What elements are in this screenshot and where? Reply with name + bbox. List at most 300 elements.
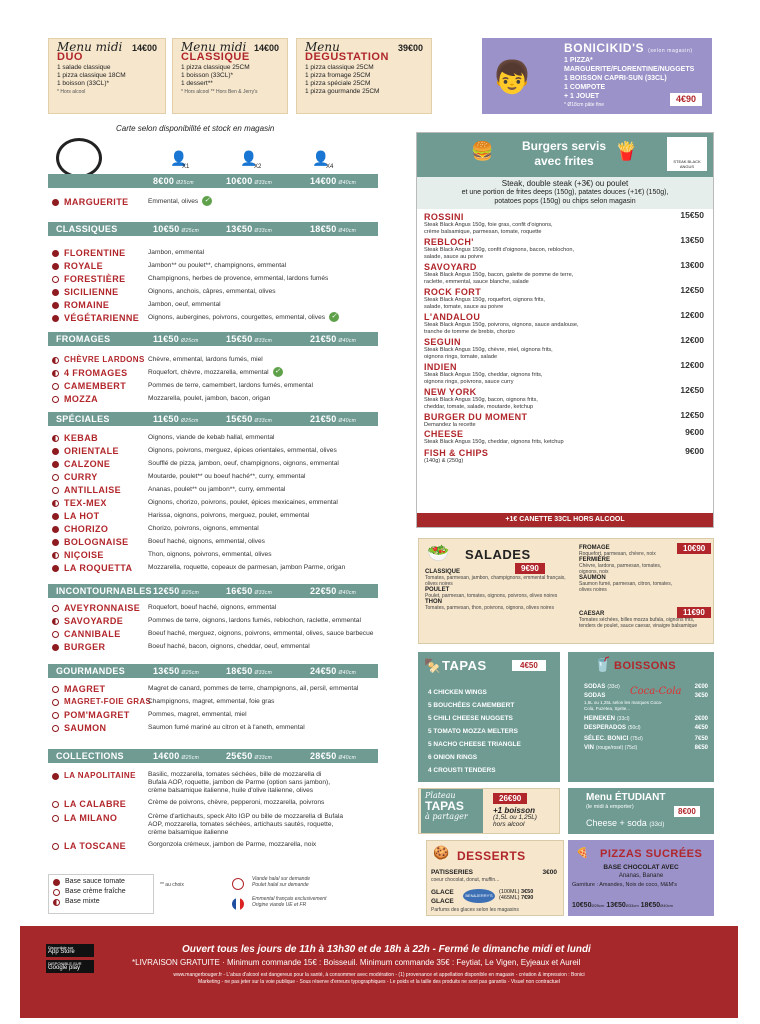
pizza-desc: Oignons, aubergines, poivrons, courgettes, emmental, olives <box>148 314 326 321</box>
formule-line: 1 salade classique <box>57 64 111 71</box>
base-dot <box>52 644 59 651</box>
base-dot <box>52 289 59 296</box>
sucrees-size: Ø40cm <box>660 903 674 908</box>
pizza-name: FORESTIÈRE <box>64 274 126 284</box>
pizza-row <box>52 367 382 379</box>
kids-line: 1 BOISSON CAPRI-SUN (33CL) <box>564 75 667 82</box>
plateau-extra: +1 boisson <box>493 806 536 815</box>
tapas-item: 5 TOMATO MOZZA MELTERS <box>428 728 518 735</box>
pizza-name: MAGRET <box>64 684 106 694</box>
formule-label: Menu midi <box>57 40 123 54</box>
base-dot <box>52 250 59 257</box>
burger-name: ROCK FORT <box>424 287 482 297</box>
sucrees-base2: Ananas, Banane <box>618 873 664 879</box>
size-label-x2: X2 <box>254 164 262 170</box>
boisson-item <box>584 745 708 753</box>
base-dot <box>52 843 59 850</box>
coca-cola-logo: Coca-Cola <box>630 686 682 697</box>
section-bar-incontournables <box>48 584 378 598</box>
burger-desc: salade, sauce au poivre <box>424 254 484 260</box>
burger-price: 9€00 <box>685 427 704 437</box>
boisson-name: SODAS <box>584 684 606 690</box>
salade-desc: Tomates, parmesan, thon, poivrons, oignons, olives noires <box>425 605 554 611</box>
burger-item <box>424 362 714 386</box>
burger-price: 12€50 <box>680 385 704 395</box>
burger-name: BURGER DU MOMENT <box>424 412 528 422</box>
burger-desc: Steak Black Angus 150g, foie gras, confit d'oignons, <box>424 222 553 228</box>
boisson-name: SÉLEC. BONICI <box>584 736 629 742</box>
etudiant-title: Menu ÉTUDIANT <box>586 792 666 803</box>
boisson-price: 7€50 <box>694 736 708 742</box>
pizza-name: LA TOSCANE <box>64 841 127 851</box>
pizza-desc: Magret de canard, pommes de terre, champignons, ail, persil, emmental <box>148 685 359 692</box>
pizza-row <box>52 523 382 535</box>
plateau-extra: (1,5L ou 1,25L) <box>493 814 537 821</box>
gplay-line2: Google play <box>48 965 81 971</box>
size: Ø33cm <box>254 670 273 676</box>
boisson-item <box>584 693 708 713</box>
formule-note: * Hors alcool ** Hors Ben & Jerry's <box>181 89 258 95</box>
size: Ø40cm <box>338 755 357 761</box>
pizza-row <box>52 722 382 734</box>
pizza-row <box>52 260 382 272</box>
base-dot <box>52 461 59 468</box>
salade-name: CLASSIQUE <box>425 569 461 575</box>
legend-fr2: Origine viande UE et FR <box>252 902 307 908</box>
burger-desc: Steak Black Angus 150g, roquefort, oignons frits, <box>424 297 545 303</box>
burger-desc: tranche de tomme de brebis, chorizo <box>424 329 515 335</box>
base-dot <box>52 725 59 732</box>
size: Ø40cm <box>338 670 357 676</box>
pizza-desc: Boeuf haché, oignons, emmental, olives <box>148 538 265 545</box>
legal-line: www.mangerbouger.fr - L'abus d'alcool est dangereux pour la santé, à consommer avec modération - (1) provenance et appellation disponible en magasin - création & impression : Bonici <box>173 972 585 978</box>
burger-name: L'ANDALOU <box>424 312 481 322</box>
glace-note: Parfums des glaces selon les magasins <box>431 907 519 913</box>
formule-line: 1 pizza classique 18CM <box>57 72 126 79</box>
kids-icon: 👦 <box>492 59 532 95</box>
base-dot <box>52 435 59 442</box>
pizza-row <box>52 683 382 695</box>
pizza-desc: Crème d'artichauts, speck Alto IGP ou bille de mozzarella di Bufala <box>148 813 344 820</box>
skewer-icon: 🍢 <box>424 658 441 673</box>
base-dot <box>52 565 59 572</box>
base-dot <box>52 276 59 283</box>
pizza-row <box>52 812 382 836</box>
boisson-item <box>584 716 708 724</box>
base-dot <box>52 474 59 481</box>
burger-price: 12€00 <box>680 360 704 370</box>
bonicikids-box <box>482 38 712 114</box>
pizza-row <box>52 770 382 794</box>
boisson-name: DESPERADOS <box>584 724 627 731</box>
tapas-item: 5 BOUCHÉES CAMEMBERT <box>428 702 515 709</box>
size: Ø25cm <box>181 228 200 234</box>
size: Ø25cm <box>176 180 194 186</box>
salade-name: FROMAGE <box>579 545 610 551</box>
base-dot <box>52 302 59 309</box>
livraison-info: *LIVRAISON GRATUITE · Minimum commande 15€ : Boisseuil. Minimum commande 35€ : Feytiat, Le Vigen, Eyjeaux et Aureil <box>132 958 581 967</box>
kids-note: * Ø18cm pâte fine <box>564 102 605 108</box>
burger-name: CHEESE <box>424 429 464 439</box>
pizza-row <box>52 445 382 457</box>
pizza-desc: Jambon** ou poulet**, champignons, emmental <box>148 262 287 269</box>
pizza-desc: Crème de poivrons, chèvre, pepperoni, mozzarella, poivrons <box>148 799 325 806</box>
price: 18€50 <box>226 666 253 676</box>
kids-line: + 1 JOUET <box>564 93 600 100</box>
pizza-row <box>52 354 382 366</box>
base-dot <box>52 526 59 533</box>
burger-item <box>424 337 714 361</box>
pizza-row <box>52 510 382 522</box>
pizza-name: 4 FROMAGES <box>64 368 128 378</box>
person-icon: 👤 <box>170 150 188 166</box>
legend-box <box>48 874 154 914</box>
pizza-desc: Roquefort, chèvre, mozzarella, emmental <box>148 369 269 376</box>
formule-line: 1 pizza spéciale 25CM <box>305 80 371 87</box>
pizza-name: SAVOYARDE <box>64 616 124 626</box>
size: Ø25cm <box>181 338 199 344</box>
glace-label: GLACE <box>431 889 454 896</box>
salades-price: 10€90 <box>677 543 711 554</box>
base-dot <box>52 199 59 206</box>
section-title: GOURMANDES <box>56 666 126 676</box>
pizza-row <box>52 562 382 574</box>
pizza-name: MARGUERITE <box>64 197 129 207</box>
pizza-desc: Gorgonzola crémeux, jambon de Parme, mozzarella, noix <box>148 841 317 848</box>
pizza-name: CHÈVRE LARDONS <box>64 355 145 364</box>
pizza-row <box>52 273 382 285</box>
pizza-desc: Oignons, anchois, câpres, emmental, olives <box>148 288 276 295</box>
section-title: INCONTOURNABLES <box>56 586 152 596</box>
burgers-intro: et une portion de frites deeps (150g), patates douces (+1€) (150g), <box>461 189 669 196</box>
pizza-row <box>52 840 382 852</box>
pizza-name: CANNIBALE <box>64 629 121 639</box>
salade-desc: Tomates, parmesan, jambon, champignons, emmental français, olives noires <box>425 575 566 587</box>
price: 8€00 <box>153 176 175 186</box>
sucrees-price: 18€50 <box>640 902 661 909</box>
price: 15€50 <box>226 414 253 424</box>
pizza-slice-icon: 🍕 <box>576 848 589 859</box>
pizza-row <box>52 497 382 509</box>
ben-jerrys-logo: BEN&JERRY'S <box>463 889 495 903</box>
pizza-desc: Emmental, olives <box>148 198 199 205</box>
pizza-name: LA HOT <box>64 511 100 521</box>
pizza-desc: Soufflé de pizza, jambon, oeuf, champignons, oignons, emmental <box>148 460 339 467</box>
salades-panel <box>418 538 714 644</box>
pizza-row <box>52 484 382 496</box>
pizza-name: LA CALABRE <box>64 799 127 809</box>
pizza-row <box>52 247 382 259</box>
pizza-desc: Oignons, viande de kebab hallal, emmental <box>148 434 275 441</box>
price: 10€00 <box>226 176 253 186</box>
burger-desc: crème balsamique, parmesan, tomate, roquette <box>424 229 542 235</box>
burger-name: NEW YORK <box>424 387 477 397</box>
pizza-name: POM'MAGRET <box>64 710 130 720</box>
fries-icon: 🍟 <box>615 141 638 161</box>
base-dot <box>52 357 59 364</box>
salade-desc: Tomates séchées, billes mozza bufala, oignons frits, tenders de poulet, sauce caesar, vinaigre balsamique <box>579 617 698 629</box>
price-bar <box>48 174 378 188</box>
availability-note: Carte selon disponibilité et stock en magasin <box>116 124 275 133</box>
appstore-line1: Disponible sur <box>48 945 74 950</box>
base-dot <box>52 815 59 822</box>
appstore-line2: App Store <box>48 949 75 955</box>
boisson-name: VIN <box>584 744 595 751</box>
pizza-row <box>52 628 382 640</box>
burgers-intro: potatoes pops (150g) ou chips selon magasin <box>494 198 636 205</box>
burger-desc: Steak Black Angus 150g, poivrons, oignons, sauce andalouse, <box>424 322 579 328</box>
pizza-desc: AOP, mozzarella, tomates séchées, artichauts sautés, roquette, <box>148 821 334 828</box>
price: 28€50 <box>310 751 337 761</box>
pizza-name: SICILIENNE <box>64 287 119 297</box>
sucrees-panel <box>568 840 714 916</box>
formule-price: 14€00 <box>131 43 157 53</box>
burger-name: FISH & CHIPS <box>424 448 489 458</box>
formule-note: * Hors alcool <box>57 89 86 95</box>
formule-line: 1 pizza fromage 25CM <box>305 72 371 79</box>
salade-name: POULET <box>425 587 450 593</box>
boisson-name: SODAS <box>584 692 606 699</box>
sucrees-base: BASE CHOCOLAT AVEC <box>603 864 679 871</box>
patisseries-desc: coeur chocolat, donut, muffin... <box>431 877 500 883</box>
burger-item <box>424 212 714 236</box>
pizza-row <box>52 380 382 392</box>
burger-item <box>424 237 714 261</box>
sucrees-price: 13€50 <box>606 902 626 909</box>
pizza-desc: Oignons, poivrons, merguez, épices orientales, emmental, olives <box>148 447 337 454</box>
burger-price: 9€00 <box>685 446 704 456</box>
burger-desc: oignons rings, tomate, salade <box>424 354 498 360</box>
price: 11€50 <box>153 414 180 424</box>
size: Ø33cm <box>254 228 273 234</box>
pizza-name: KEBAB <box>64 433 99 443</box>
pizza-row <box>52 458 382 470</box>
pizza-row <box>52 432 382 444</box>
pizza-row <box>52 393 382 405</box>
burger-item <box>424 412 714 429</box>
base-dot <box>52 370 59 377</box>
base-dot <box>52 263 59 270</box>
size: Ø25cm <box>181 755 200 761</box>
glace-price: 7€90 <box>521 895 534 901</box>
salade-name: SAUMON <box>579 575 606 581</box>
burgers-title: Burgers servis avec frites <box>521 139 607 168</box>
opening-hours: Ouvert tous les jours de 11h à 13h30 et de 18h à 22h - Fermé le dimanche midi et lundi <box>182 944 591 955</box>
pizza-name: LA ROQUETTA <box>64 563 133 573</box>
person-icon: 👤 <box>240 150 258 166</box>
canette-bar: +1€ CANETTE 33CL HORS ALCOOL <box>417 513 713 527</box>
boisson-qty: (75cl) <box>630 736 643 742</box>
base-dot <box>52 552 59 559</box>
pizza-desc: Pommes de terre, camembert, lardons fumés, emmental <box>148 382 313 389</box>
pizza-name: ANTILLAISE <box>64 485 121 495</box>
base-dot <box>52 396 59 403</box>
price: 15€50 <box>226 334 253 344</box>
tapas-item: 6 ONION RINGS <box>428 754 478 761</box>
burger-desc: (140g) & (250g) <box>424 458 464 464</box>
pizza-name: MAGRET-FOIE GRAS <box>64 697 152 706</box>
etudiant-sub: (le midi à emporter) <box>586 804 634 810</box>
pizza-name: BOLOGNAISE <box>64 537 129 547</box>
pizza-row <box>52 286 382 298</box>
section-bar-spéciales <box>48 412 378 426</box>
formule-classique <box>172 38 288 114</box>
pizza-row <box>52 696 382 708</box>
tapas-price: 4€50 <box>512 660 546 671</box>
size: Ø40cm <box>338 590 357 596</box>
halal-icon <box>232 878 244 890</box>
base-dot <box>52 699 59 706</box>
formule-label: Menu <box>305 40 340 54</box>
pizza-name: CURRY <box>64 472 98 482</box>
vegetarian-icon: ✓ <box>202 196 212 206</box>
size: Ø25cm <box>181 418 199 424</box>
pizza-name: SAUMON <box>64 723 107 733</box>
vegetarian-icon: ✓ <box>329 312 339 322</box>
plateau-title3: à partager <box>425 812 468 821</box>
salades-price: 9€90 <box>515 563 545 574</box>
pizza-name: LA MILANO <box>64 813 118 823</box>
section-bar-gourmandes <box>48 664 378 678</box>
burger-item <box>424 387 714 411</box>
pizza-row <box>52 641 382 653</box>
boisson-qty: (33cl) <box>617 716 630 722</box>
app-store-badge[interactable] <box>46 944 94 957</box>
plateau-price: 26€90 <box>493 793 527 804</box>
formule-line: 1 pizza gourmande 25CM <box>305 88 380 95</box>
legend-mixte: Base mixte <box>65 898 100 905</box>
pizza-name: ROYALE <box>64 261 104 271</box>
price: 13€50 <box>153 666 180 676</box>
burger-desc: raclette, emmental, sauce blanche, salade <box>424 279 529 285</box>
legend-fr1: Emmental français exclusivement <box>252 896 327 902</box>
pizza-icon <box>56 138 102 178</box>
boisson-name: HEINEKEN <box>584 716 616 722</box>
base-dot <box>52 513 59 520</box>
pizza-name: CALZONE <box>64 459 111 469</box>
pizza-row <box>52 549 382 561</box>
burger-name: ROSSINI <box>424 212 464 222</box>
boisson-qty: (50cl) <box>628 724 641 731</box>
price: 10€50 <box>153 224 180 234</box>
pizza-desc: Champignons, magret, emmental, foie gras <box>148 698 275 705</box>
price: 16€50 <box>226 586 253 596</box>
pizza-desc: Mozzarella, roquette, copeaux de parmesan, jambon Parme, origan <box>148 564 346 571</box>
pizza-name: MOZZA <box>64 394 98 404</box>
base-dot <box>52 618 59 625</box>
glace-label: GLACE <box>431 898 454 905</box>
pizza-row <box>52 602 382 614</box>
burger-desc: Steak Black Angus 150g, cheddar, oignons frits, <box>424 372 543 378</box>
etudiant-panel <box>568 788 714 834</box>
salade-desc: Chèvre, lardons, parmesan, tomates, oignons, noix <box>579 563 662 575</box>
base-dot <box>52 773 59 780</box>
boisson-price: 2€00 <box>694 684 708 690</box>
burger-price: 13€00 <box>680 260 704 270</box>
base-dot <box>52 686 59 693</box>
burger-desc: salade, tomate, sauce au poivre <box>424 304 504 310</box>
formule-label: Menu midi <box>181 40 247 54</box>
price: 18€50 <box>310 224 337 234</box>
pizza-desc: Jambon, oeuf, emmental <box>148 301 221 308</box>
salade-desc: Saumon fumé, parmesan, citron, tomates, olives noires <box>579 581 673 593</box>
burger-item <box>424 429 714 446</box>
burger-price: 12€50 <box>680 285 704 295</box>
pizza-desc: Basilic, mozzarella, tomates séchées, bille de mozzarella di <box>148 771 322 778</box>
patisseries-label: PATISSERIES <box>431 869 474 876</box>
vegetarian-icon: ✓ <box>273 367 283 377</box>
pizza-desc: Oignons, chorizo, poivrons, poulet, épices mexicaines, emmental <box>148 499 338 506</box>
base-dot <box>52 487 59 494</box>
price: 14€00 <box>153 751 180 761</box>
formule-name: DEGUSTATION <box>305 51 389 63</box>
sucrees-size: Ø33cm <box>625 903 639 908</box>
sucrees-size: Ø25cm <box>591 903 605 908</box>
burgers-intro: Steak, double steak (+3€) ou poulet <box>501 179 629 188</box>
glace-q: (100ML) <box>499 889 520 895</box>
base-dot <box>53 879 60 886</box>
burger-desc: cheddar, tomate, salade, moutarde, ketchup <box>424 404 534 410</box>
pizza-name: NIÇOISE <box>64 550 104 560</box>
pizza-name: CHORIZO <box>64 524 109 534</box>
burger-desc: Steak Black Angus 150g, chèvre, miel, oignons frits, <box>424 347 553 353</box>
burger-name: SEGUIN <box>424 337 461 347</box>
burger-item <box>424 448 714 465</box>
section-title: CLASSIQUES <box>56 224 118 234</box>
pizza-row <box>52 798 382 810</box>
glace-price: 3€50 <box>521 889 534 895</box>
base-dot <box>52 315 59 322</box>
base-dot <box>52 500 59 507</box>
legal-line: Marketing - ne pas jeter sur la voie publique - Sous réserve d'erreurs typographiques - Le poids et la taille des produits ne sont pas garantis - Visuel non contractuel <box>198 979 560 985</box>
sucrees-title: PIZZAS SUCRÉES <box>600 848 703 860</box>
section-bar-collections <box>48 749 378 763</box>
pizza-desc: Saumon fumé mariné au citron et à l'aneth, emmental <box>148 724 305 731</box>
plateau-title1: Plateau <box>425 791 456 800</box>
tapas-item: 5 CHILI CHEESE NUGGETS <box>428 715 513 722</box>
boisson-price: 2€00 <box>694 716 708 722</box>
pizza-desc: Bufala AOP, roquette, jambon de Parme (option sans jambon), <box>148 779 331 786</box>
pizza-desc: Moutarde, poulet** ou boeuf haché**, curry, emmental <box>148 473 306 480</box>
pizza-name: LA NAPOLITAINE <box>64 771 136 780</box>
tapas-title: TAPAS <box>442 658 487 673</box>
plateau-title2: TAPAS <box>425 799 464 813</box>
salades-price: 11€90 <box>677 607 711 618</box>
boisson-qty: (33cl) <box>607 684 620 690</box>
section-bar-classiques <box>48 222 378 236</box>
etudiant-line: Cheese + soda <box>586 818 647 828</box>
size: Ø40cm <box>338 180 357 186</box>
salade-name: THON <box>425 599 442 605</box>
desserts-panel <box>426 840 564 916</box>
burger-item <box>424 312 714 336</box>
legend-halal1: Viande halal sur demande <box>252 876 311 882</box>
base-dot <box>52 801 59 808</box>
legend-halal2: Poulet halal sur demande <box>252 882 309 888</box>
size: Ø33cm <box>254 180 273 186</box>
section-title: SPÉCIALES <box>56 414 110 424</box>
price: 21€50 <box>310 414 337 424</box>
formule-name: CLASSIQUE <box>181 51 250 63</box>
base-dot <box>53 899 60 906</box>
size: Ø33cm <box>254 418 273 424</box>
burger-desc: Steak Black Angus 150g, bacon, galette de pomme de terre, <box>424 272 574 278</box>
size: Ø40cm <box>338 418 357 424</box>
burger-price: 12€00 <box>680 335 704 345</box>
burger-item <box>424 287 714 311</box>
legend-creme: Base crème fraîche <box>65 888 126 895</box>
kids-price: 4€90 <box>670 93 702 106</box>
